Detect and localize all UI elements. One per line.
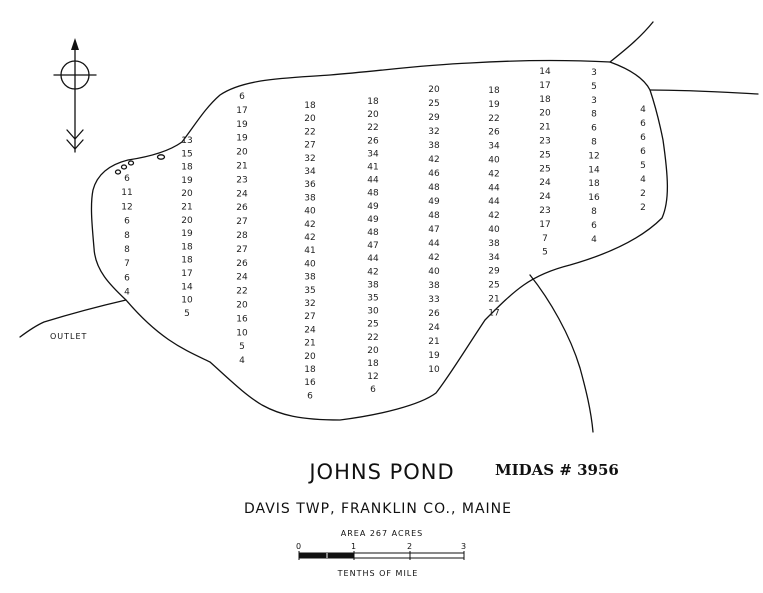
depth-sounding: 18	[181, 162, 193, 173]
depth-sounding: 5	[239, 342, 245, 353]
depth-sounding: 6	[124, 174, 130, 184]
depth-sounding: 6	[591, 123, 597, 134]
depth-sounding: 33	[428, 295, 440, 305]
depth-sounding: 38	[488, 238, 500, 249]
inlet-stream-east	[650, 90, 758, 94]
depth-sounding: 49	[367, 201, 379, 212]
depth-sounding: 41	[304, 246, 316, 257]
depth-sounding: 34	[304, 167, 316, 177]
depth-sounding: 20	[304, 114, 316, 125]
depth-sounding: 38	[304, 193, 316, 204]
scale-tick-label: 1	[350, 542, 358, 551]
depth-sounding: 4	[124, 287, 130, 298]
depth-sounding: 8	[591, 137, 597, 148]
depth-sounding: 18	[539, 94, 551, 105]
depth-sounding: 42	[488, 169, 500, 180]
depth-sounding: 35	[304, 285, 316, 296]
depth-sounding: 32	[304, 299, 316, 309]
depth-sounding: 41	[367, 162, 379, 173]
depth-sounding: 44	[367, 254, 379, 265]
depth-sounding: 19	[236, 119, 248, 130]
depth-sounding: 17	[488, 308, 500, 319]
depth-sounding: 17	[539, 80, 551, 91]
depth-sounding: 16	[588, 193, 600, 204]
depth-sounding: 4	[239, 356, 245, 367]
depth-sounding: 10	[428, 365, 440, 375]
depth-sounding: 24	[304, 325, 316, 336]
depth-sounding: 25	[367, 319, 379, 330]
depth-sounding: 12	[121, 202, 133, 213]
depth-sounding: 21	[304, 338, 316, 349]
depth-sounding: 25	[539, 150, 551, 161]
depth-sounding: 34	[488, 252, 500, 263]
depth-sounding: 4	[640, 175, 646, 185]
depth-sounding: 18	[181, 255, 193, 266]
depth-sounding: 24	[428, 323, 440, 333]
depth-sounding: 26	[367, 136, 379, 147]
depth-sounding: 24	[539, 192, 551, 203]
depth-sounding: 10	[181, 295, 193, 306]
depth-sounding: 27	[304, 312, 316, 323]
depth-sounding: 32	[428, 127, 440, 137]
depth-sounding: 38	[367, 280, 379, 291]
depth-sounding: 25	[428, 99, 440, 109]
depth-sounding: 6	[239, 92, 245, 102]
depth-sounding: 7	[542, 233, 548, 244]
depth-sounding: 22	[236, 286, 248, 297]
depth-sounding: 20	[367, 345, 379, 356]
depth-sounding: 42	[488, 211, 500, 222]
depth-sounding: 36	[304, 180, 316, 191]
depth-sounding: 6	[124, 273, 130, 284]
depth-sounding: 19	[488, 99, 500, 110]
depth-sounding: 10	[236, 328, 248, 339]
depth-sounding: 25	[539, 164, 551, 175]
depth-sounding: 5	[591, 81, 597, 92]
depth-sounding: 24	[236, 272, 248, 283]
depth-sounding: 20	[304, 351, 316, 362]
depth-sounding: 2	[640, 189, 646, 199]
depth-sounding: 3	[591, 95, 597, 106]
depth-sounding: 19	[181, 229, 193, 240]
midas-number: MIDAS # 3956	[495, 461, 619, 479]
depth-sounding: 14	[181, 282, 193, 293]
depth-sounding: 18	[304, 101, 316, 111]
depth-sounding: 13	[181, 136, 193, 146]
depth-sounding: 21	[236, 161, 248, 172]
depth-sounding: 46	[428, 169, 440, 179]
depth-sounding: 4	[591, 234, 597, 245]
depth-sounding: 15	[181, 149, 193, 160]
depth-sounding: 28	[236, 231, 248, 241]
depth-sounding: 48	[428, 183, 440, 193]
depth-sounding: 6	[591, 220, 597, 231]
depth-sounding: 38	[428, 281, 440, 291]
depth-sounding: 35	[367, 293, 379, 304]
depth-sounding: 18	[304, 365, 316, 375]
scale-unit-label: TENTHS OF MILE	[337, 569, 419, 578]
inlet-stream-southeast	[530, 275, 593, 432]
depth-sounding: 49	[367, 214, 379, 225]
depth-sounding: 44	[428, 239, 440, 249]
depth-sounding: 47	[367, 241, 379, 252]
depth-sounding: 24	[539, 178, 551, 189]
pond-shoreline	[91, 61, 667, 420]
depth-sounding: 48	[367, 188, 379, 199]
depth-sounding: 40	[488, 225, 500, 235]
depth-sounding: 40	[304, 206, 316, 217]
depth-sounding: 19	[236, 133, 248, 144]
depth-sounding: 21	[181, 202, 193, 213]
scale-tick-label: 2	[406, 542, 414, 551]
depth-sounding: 17	[236, 105, 248, 116]
depth-sounding: 29	[488, 266, 500, 277]
depth-sounding: 38	[304, 272, 316, 283]
depth-sounding: 22	[367, 332, 379, 343]
depth-sounding: 26	[488, 127, 500, 138]
depth-sounding: 12	[367, 372, 379, 383]
depth-sounding: 42	[304, 219, 316, 230]
north-arrow-icon	[54, 38, 96, 152]
depth-sounding: 47	[428, 225, 440, 235]
depth-sounding: 26	[428, 309, 440, 319]
depth-sounding: 21	[539, 122, 551, 133]
depth-sounding: 6	[370, 385, 376, 396]
depth-sounding: 40	[428, 267, 440, 277]
depth-sounding: 8	[124, 245, 130, 255]
depth-sounding: 40	[304, 259, 316, 270]
depth-sounding: 22	[488, 113, 500, 124]
scale-bar	[296, 542, 467, 578]
depth-sounding: 21	[488, 294, 500, 305]
depth-sounding: 6	[124, 216, 130, 227]
depth-sounding: 34	[488, 141, 500, 152]
depth-sounding: 44	[488, 183, 500, 194]
depth-sounding: 27	[304, 140, 316, 151]
depth-sounding: 8	[591, 109, 597, 120]
depth-sounding: 17	[181, 269, 193, 279]
depth-sounding: 7	[124, 259, 130, 270]
depth-sounding: 44	[488, 197, 500, 208]
depth-sounding: 23	[539, 136, 551, 147]
depth-sounding: 18	[367, 359, 379, 369]
depth-sounding: 32	[304, 153, 316, 164]
depth-sounding: 19	[428, 351, 440, 361]
depth-sounding: 23	[236, 175, 248, 186]
depth-sounding: 17	[539, 219, 551, 230]
depth-sounding: 14	[588, 165, 600, 176]
depth-sounding: 48	[428, 211, 440, 221]
location-subtitle: DAVIS TWP, FRANKLIN CO., MAINE	[244, 501, 512, 517]
depth-sounding: 20	[539, 108, 551, 119]
depth-sounding: 20	[428, 85, 440, 95]
depth-sounding: 18	[181, 242, 193, 253]
scale-tick-label: 3	[460, 542, 468, 551]
depth-sounding: 19	[181, 175, 193, 186]
depth-sounding: 38	[428, 141, 440, 151]
depth-sounding: 16	[236, 314, 248, 325]
depth-sounding: 16	[304, 378, 316, 389]
depth-sounding: 21	[428, 337, 440, 347]
depth-sounding: 11	[121, 188, 133, 199]
depth-sounding: 14	[539, 67, 551, 77]
area-label: AREA 267 ACRES	[340, 529, 424, 538]
depth-sounding: 6	[640, 133, 646, 143]
depth-sounding: 20	[236, 147, 248, 158]
depth-sounding: 8	[124, 230, 130, 241]
scale-tick-label: 0	[295, 542, 303, 551]
depth-sounding: 30	[367, 306, 379, 317]
depth-sounding: 6	[640, 147, 646, 157]
depth-sounding: 27	[236, 244, 248, 255]
depth-sounding: 23	[539, 206, 551, 216]
inlet-stream-north	[610, 22, 653, 62]
depth-sounding: 4	[640, 105, 646, 115]
depth-sounding: 22	[367, 123, 379, 134]
depth-sounding: 12	[588, 151, 600, 162]
depth-sounding: 18	[588, 179, 600, 190]
depth-sounding: 34	[367, 149, 379, 160]
depth-sounding: 6	[640, 119, 646, 129]
pond-title: JOHNS POND	[309, 460, 455, 484]
depth-sounding: 25	[488, 280, 500, 291]
depth-sounding: 42	[367, 267, 379, 278]
depth-sounding: 3	[591, 68, 597, 78]
depth-sounding: 29	[428, 113, 440, 123]
depth-sounding: 5	[184, 308, 190, 319]
depth-sounding: 20	[181, 189, 193, 200]
depth-sounding: 26	[236, 258, 248, 269]
depth-sounding: 27	[236, 217, 248, 228]
depth-sounding: 20	[367, 110, 379, 121]
depth-sounding: 42	[428, 253, 440, 263]
depth-sounding: 44	[367, 175, 379, 186]
depth-sounding: 49	[428, 197, 440, 207]
depth-sounding: 18	[367, 97, 379, 107]
depth-sounding: 6	[307, 391, 313, 402]
depth-sounding: 22	[304, 127, 316, 138]
depth-sounding: 24	[236, 189, 248, 200]
depth-sounding: 5	[640, 161, 646, 171]
depth-sounding: 26	[236, 203, 248, 214]
depth-sounding: 2	[640, 203, 646, 213]
depth-sounding: 8	[591, 207, 597, 217]
depth-sounding: 5	[542, 247, 548, 258]
depth-sounding: 18	[488, 86, 500, 96]
depth-sounding: 40	[488, 155, 500, 166]
depth-sounding: 20	[181, 215, 193, 226]
depth-sounding: 42	[304, 233, 316, 243]
depth-sounding: 42	[428, 155, 440, 165]
depth-sounding: 20	[236, 300, 248, 311]
outlet-label: OUTLET	[50, 332, 88, 341]
depth-sounding: 48	[367, 228, 379, 238]
